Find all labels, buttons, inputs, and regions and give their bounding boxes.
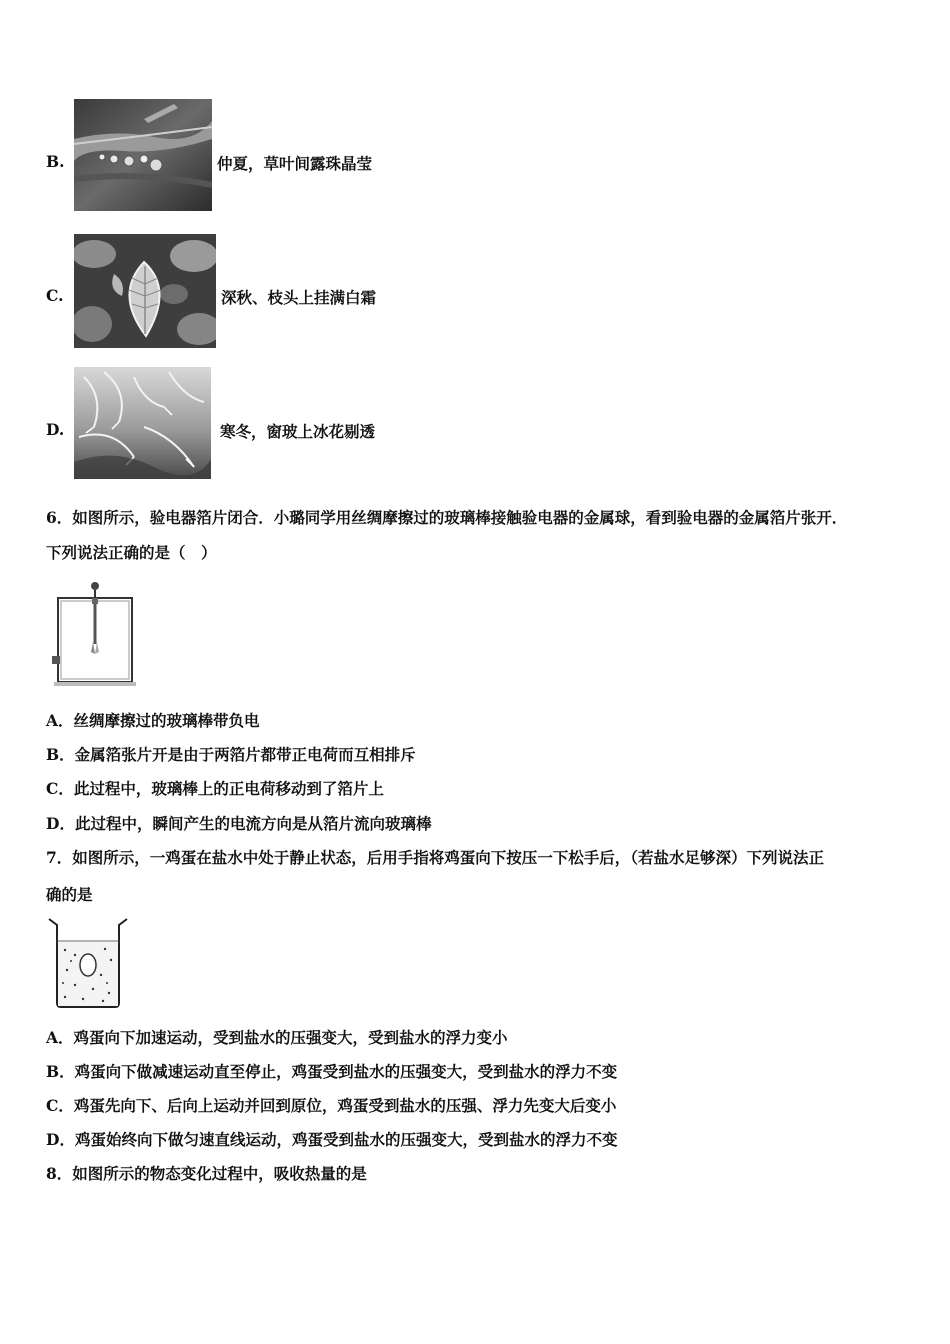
option-a: A．丝绸摩擦过的玻璃棒带负电 bbox=[46, 711, 260, 730]
option-letter: B. bbox=[46, 152, 65, 171]
frost-on-leaves-photo bbox=[74, 234, 216, 348]
option-text: 寒冬，窗玻上冰花剔透 bbox=[220, 422, 376, 441]
option-text: 深秋、枝头上挂满白霜 bbox=[221, 288, 377, 307]
option-letter: D. bbox=[46, 420, 65, 439]
option-b: B．鸡蛋向下做减速运动直至停止，鸡蛋受到盐水的压强变大，受到盐水的浮力不变 bbox=[46, 1062, 618, 1081]
dew-on-grass-photo bbox=[74, 99, 212, 211]
question-8-stem: 8．如图所示的物态变化过程中，吸收热量的是 bbox=[46, 1164, 367, 1183]
ice-flowers-on-window-photo bbox=[74, 367, 211, 479]
option-d: D．鸡蛋始终向下做匀速直线运动，鸡蛋受到盐水的压强变大，受到盐水的浮力不变 bbox=[46, 1130, 618, 1149]
question-stem-continued: 确的是 bbox=[46, 885, 93, 904]
option-letter: C. bbox=[46, 286, 64, 305]
option-c: C．此过程中，玻璃棒上的正电荷移动到了箔片上 bbox=[46, 779, 384, 798]
option-c: C．鸡蛋先向下、后向上运动并回到原位，鸡蛋受到盐水的压强、浮力先变大后变小 bbox=[46, 1096, 617, 1115]
option-d: D．此过程中，瞬间产生的电流方向是从箔片流向玻璃棒 bbox=[46, 814, 432, 833]
question-stem: 7．如图所示，一鸡蛋在盐水中处于静止状态，后用手指将鸡蛋向下按压一下松手后，（若盐水足够深）下列说法正 bbox=[46, 848, 825, 867]
option-a: A．鸡蛋向下加速运动，受到盐水的压强变大，受到盐水的浮力变小 bbox=[46, 1028, 508, 1047]
question-stem-continued: 下列说法正确的是（ ） bbox=[46, 543, 217, 562]
option-text: 仲夏，草叶间露珠晶莹 bbox=[217, 154, 373, 173]
question-stem: 6．如图所示，验电器箔片闭合．小璐同学用丝绸摩擦过的玻璃棒接触验电器的金属球，看到验电器的金属箔片张开． bbox=[46, 508, 848, 527]
beaker-with-egg-figure bbox=[45, 915, 131, 1011]
option-b: B．金属箔张片开是由于两箔片都带正电荷而互相排斥 bbox=[46, 745, 416, 764]
electroscope-figure bbox=[50, 578, 136, 688]
